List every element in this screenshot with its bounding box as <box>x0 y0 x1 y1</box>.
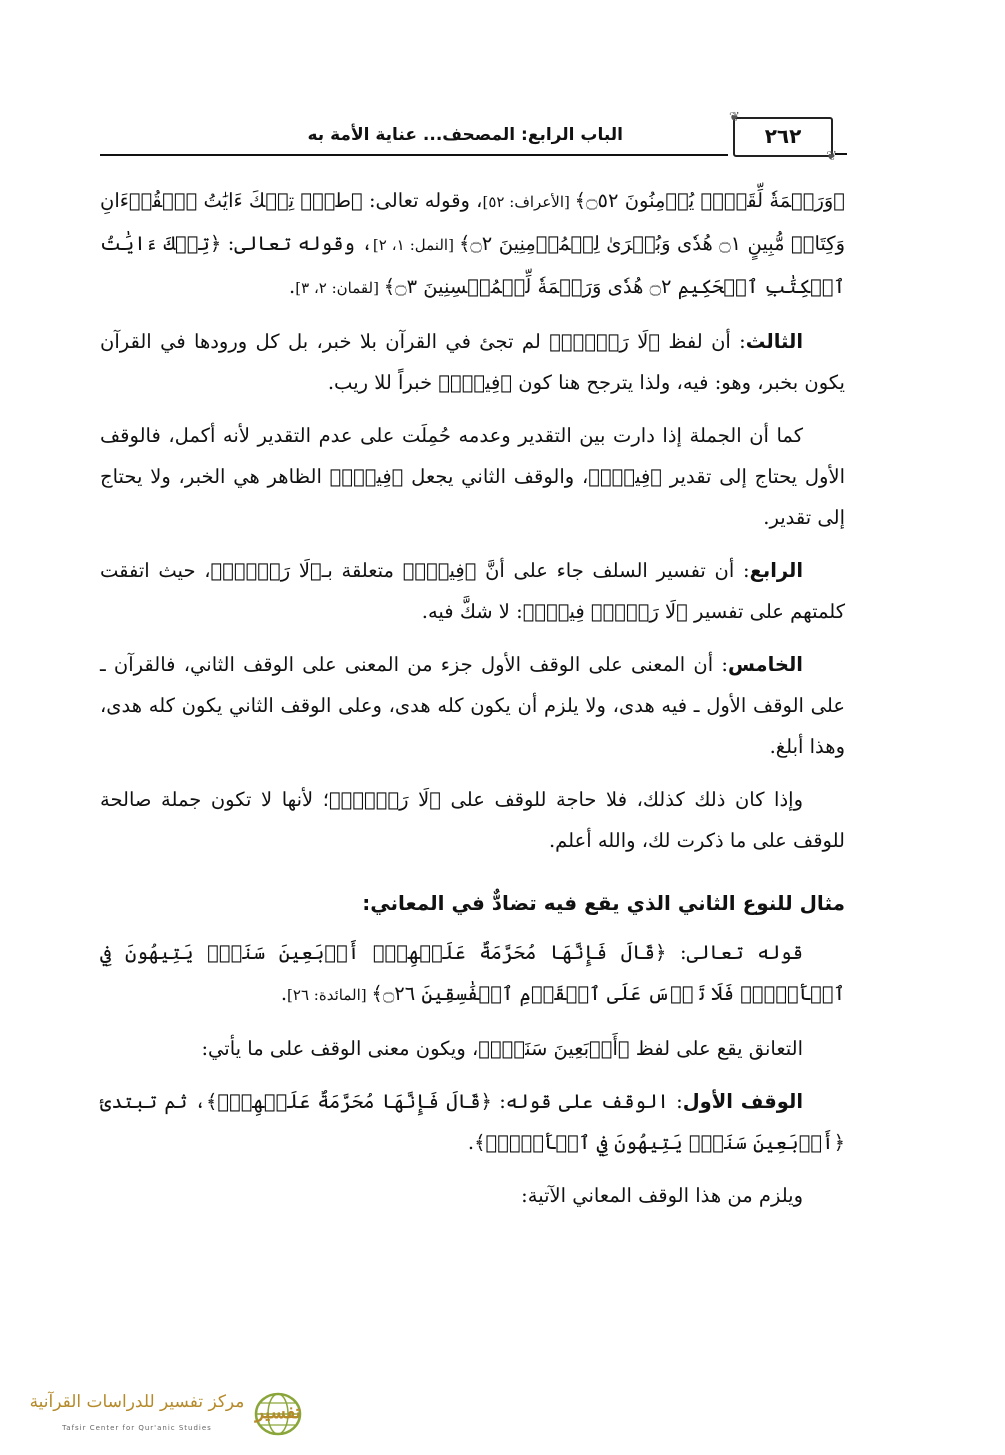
paragraph-9 <box>100 1081 845 1163</box>
quran-verse: ﴿أَرۡبَعِينَ سَنَةٗۛ يَتِيهُونَ فِي ٱلۡأَرۡضِۚ﴾ <box>474 1131 845 1154</box>
body-text: لم تجئ في القرآن بلا خبر، بل كل ورودها في القرآن يكون بخبر، وهو: فيه، ولذا يترجح هنا كون <box>100 330 845 394</box>
body-text: كما أن الجملة إذا دارت بين التقدير وعدمه حُمِلَت على عدم التقدير لأنه أكمل، فالوقف الأول يحتاج إلى تقدير <box>100 424 846 488</box>
paragraph-10 <box>100 1175 845 1216</box>
body-text: : الوقف على قوله: <box>491 1090 683 1113</box>
running-header <box>100 110 845 165</box>
body-text: وإذا كان ذلك كذلك، فلا حاجة للوقف على <box>440 788 803 811</box>
body-text: قوله تعالى: <box>666 941 804 964</box>
quran-verse: ﴿قَالَ فَإِنَّهَا مُحَرَّمَةٌ عَلَيۡهِمۡۛ﴾ <box>205 1090 492 1113</box>
verse-reference: [الأعراف: ٥٢] <box>482 193 575 211</box>
page-number: ٢٦٢ <box>764 124 802 148</box>
body-text: : أن المعنى على الوقف الأول جزء من المعنى على الوقف الثاني، فالقرآن ـ على الوقف الأول ـ فيه هدى، ولا يلزم أن يكون كله هدى، وعلى الوقف الثاني يكون كله هدى، وهذا أبلغ. <box>100 653 845 758</box>
body-text: التعانق يقع على لفظ <box>629 1037 803 1060</box>
quran-verse: ﴿تِلۡكَ ءَايَٰتُ ٱلۡكِتَٰبِ ٱلۡحَكِيمِ ۝٢ هُدٗى وَرَحۡمَةٗ لِّلۡمُحۡسِنِينَ ۝٣﴾ <box>100 232 845 298</box>
verse-reference: [المائدة: ٢٦] <box>287 986 372 1004</box>
quran-verse: ﴿لَا رَيۡبَۛ﴾ <box>328 788 441 811</box>
point-label: الثالث <box>745 330 804 353</box>
body-text: . <box>280 982 288 1005</box>
paragraph-4 <box>100 550 845 632</box>
section-heading: مثال للنوع الثاني الذي يقع فيه تضادٌّ في المعاني: <box>362 891 845 915</box>
header-dash <box>835 153 847 155</box>
body-text: خبراً للا ريب. <box>327 371 439 394</box>
quran-verse: ﴿قَالَ فَإِنَّهَا مُحَرَّمَةٌ عَلَيۡهِمۡۛ أَرۡبَعِينَ سَنَةٗۛ يَتِيهُونَ فِي ٱلۡأَرۡضِۚ فَلَا تَأۡسَ عَلَى ٱلۡقَوۡمِ ٱلۡفَٰسِقِينَ ۝٢٦﴾ <box>100 941 845 1005</box>
quran-verse: ﴿لَا رَيۡبَۛ﴾ <box>549 330 661 353</box>
point-label: الرابع <box>749 559 804 582</box>
paragraph-6 <box>100 779 845 861</box>
paragraph-8 <box>100 1028 845 1069</box>
page-body <box>100 180 845 1228</box>
quran-verse: ﴿أَرۡبَعِينَ سَنَةٗۛ﴾ <box>478 1037 630 1060</box>
quran-verse: ﴿فِيهِۛ﴾ <box>438 371 513 394</box>
logo-wordmark: تفسير <box>255 1402 301 1423</box>
corner-ornament-icon: ❦ <box>729 110 740 125</box>
body-text: : أن لفظ <box>660 330 746 353</box>
body-text: : أن تفسير السلف جاء على أنَّ <box>476 559 750 582</box>
quran-verse: ﴿لَا رَيۡبَۛ فِيهِۛ﴾ <box>522 600 688 623</box>
body-text: الظاهر هي الخبر، ولا يحتاج إلى تقدير. <box>100 465 845 529</box>
corner-ornament-icon: ❦ <box>826 149 837 164</box>
body-text: ويلزم من هذا الوقف المعاني الآتية: <box>521 1184 803 1207</box>
body-text: ، حيث اتفقت كلمتهم على تفسير <box>100 559 845 623</box>
point-label: الوقف الأول <box>682 1090 804 1113</box>
logo-arabic-name: مركز تفسير للدراسات القرآنية <box>29 1392 245 1412</box>
body-text: متعلقة بـ <box>321 559 403 582</box>
paragraph-2 <box>100 321 845 403</box>
quran-verse: ﴿وَرَحۡمَةٗ لِّقَوۡمٖ يُؤۡمِنُونَ ۝٥٢﴾ <box>574 189 846 212</box>
quran-verse: ﴿لَا رَيۡبَۛ﴾ <box>210 559 322 582</box>
logo-english-name: Tafsir Center for Qur'anic Studies <box>62 1424 212 1432</box>
page-number-frame <box>729 110 837 164</box>
body-text: ، وقوله تعالى: <box>362 189 483 212</box>
body-text: ، ويكون معنى الوقف على ما يأتي: <box>201 1037 479 1060</box>
body-text: : لا شكَّ فيه. <box>421 600 523 623</box>
body-text: ، والوقف الثاني يجعل <box>403 465 589 488</box>
chapter-title: الباب الرابع: المصحف... عناية الأمة به <box>307 125 623 145</box>
paragraph-7 <box>100 932 845 1016</box>
body-text: . <box>467 1131 475 1154</box>
quran-verse: ﴿فِيهِۛ﴾ <box>402 559 477 582</box>
verse-reference: [لقمان: ٢، ٣] <box>295 279 384 297</box>
tafsir-center-logo <box>10 1388 310 1448</box>
paragraph-3 <box>100 415 845 538</box>
body-text: ، وقوله تعالى: <box>221 232 373 255</box>
paragraph-1 <box>100 180 845 309</box>
quran-verse: ﴿فِيهِۛ﴾ <box>329 465 404 488</box>
quran-verse: ﴿فِيهِۛ﴾ <box>588 465 662 488</box>
body-text: ، ثم تبتدئ <box>100 1090 206 1113</box>
quran-verse: ﴿طسٓۚ تِلۡكَ ءَايَٰتُ ٱلۡقُرۡءَانِ وَكِتَابٖ مُّبِينٍ ۝١ هُدٗى وَبُشۡرَىٰ لِلۡمُؤۡمِنِينَ ۝٢﴾ <box>100 189 845 255</box>
point-label: الخامس <box>727 653 803 676</box>
body-text: . <box>289 275 296 298</box>
header-rule <box>100 154 728 156</box>
paragraph-5 <box>100 644 845 767</box>
body-text: ؛ لأنها لا تكون جملة صالحة للوقف على ما ذكرت لك، والله أعلم. <box>100 788 845 852</box>
verse-reference: [النمل: ١، ٢] <box>372 236 459 254</box>
